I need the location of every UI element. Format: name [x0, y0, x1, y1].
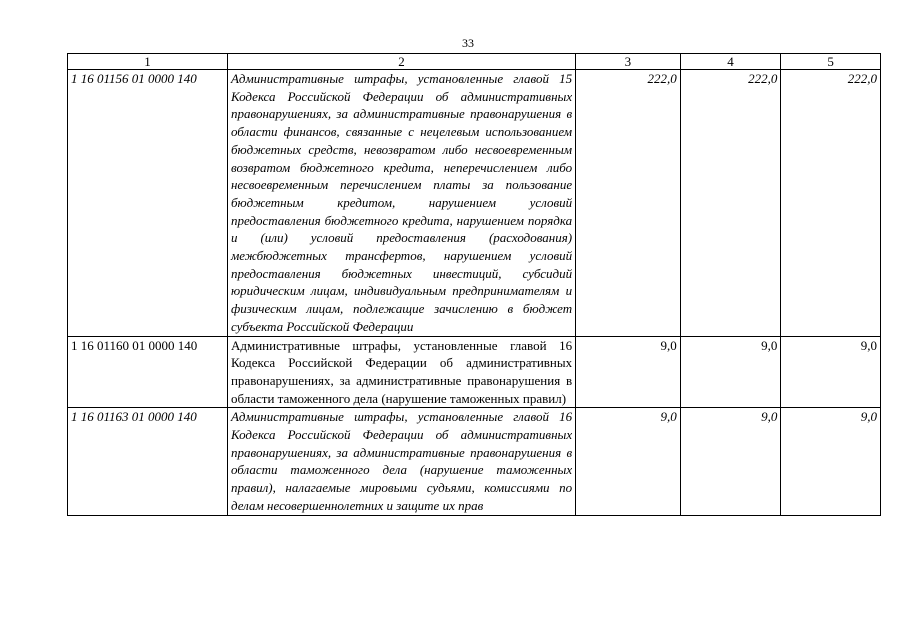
header-col-5: 5: [781, 54, 881, 70]
page-number: 33: [462, 36, 474, 50]
row-description: Административные штрафы, установленные главой 16 Кодекса Российской Федерации об административных правонарушениях, за административные правонарушения в области таможенного дела (нарушение таможенных правил): [227, 336, 575, 408]
table-row: [68, 336, 881, 408]
row-value-col-4: 9,0: [680, 336, 781, 408]
header-col-2: 2: [227, 54, 575, 70]
row-value-col-3: 9,0: [576, 336, 681, 408]
row-value-col-4: 222,0: [680, 70, 781, 337]
header-col-4: 4: [680, 54, 781, 70]
row-value-col-3: 9,0: [576, 408, 681, 515]
row-value-col-3: 222,0: [576, 70, 681, 337]
row-code: 1 16 01156 01 0000 140: [68, 70, 228, 337]
row-code: 1 16 01163 01 0000 140: [68, 408, 228, 515]
row-value-col-5: 9,0: [781, 408, 881, 515]
table-header-row: [68, 54, 881, 70]
row-code: 1 16 01160 01 0000 140: [68, 336, 228, 408]
table-row: [68, 408, 881, 515]
row-value-col-4: 9,0: [680, 408, 781, 515]
revenue-table: [67, 53, 881, 516]
row-value-col-5: 9,0: [781, 336, 881, 408]
row-description: Административные штрафы, установленные главой 16 Кодекса Российской Федерации об административных правонарушениях, за административные правонарушения в области таможенного дела (нарушение таможенных правил), налагаемые мировыми судьями, комиссиями по делам несовершеннолетних и защите их прав: [227, 408, 575, 515]
header-col-3: 3: [576, 54, 681, 70]
table-row: [68, 70, 881, 337]
row-value-col-5: 222,0: [781, 70, 881, 337]
row-description: Административные штрафы, установленные главой 15 Кодекса Российской Федерации об административных правонарушениях, за административные правонарушения в области финансов, связанные с нецелевым использованием бюджетных средств, невозвратом либо несвоевременным возвратом бюджетного кредита, неперечислением либо несвоевременным перечислением платы за пользование бюджетным кредитом, нарушением условий предоставления бюджетного кредита, нарушением порядка и (или) условий предоставления (расходования) межбюджетных трансфертов, нарушением условий предоставления бюджетных инвестиций, субсидий юридическим лицам, индивидуальным предпринимателям и физическим лицам, подлежащие зачислению в бюджет субъекта Российской Федерации: [227, 70, 575, 337]
header-col-1: 1: [68, 54, 228, 70]
